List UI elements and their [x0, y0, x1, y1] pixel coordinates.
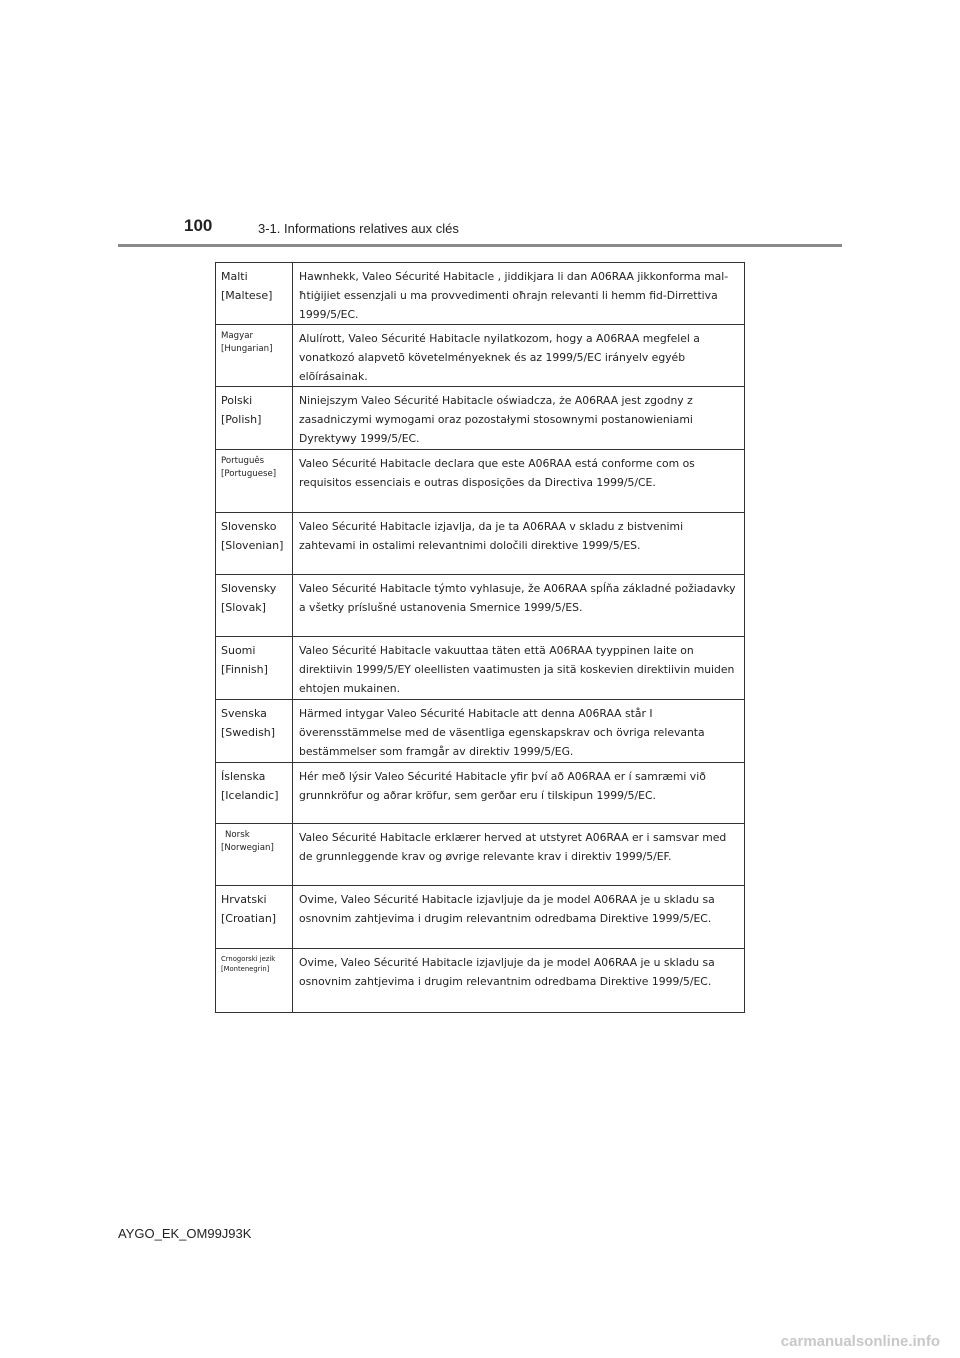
language-name: Crnogorski jezik [221, 955, 276, 963]
language-cell [216, 763, 293, 824]
language-name: Slovensky [221, 582, 277, 595]
declaration-text: Valeo Sécurité Habitacle erklærer herved at utstyret A06RAA er i samsvar med de grunnleggende krav og øvrige relevante krav i direktiv 1999/5/EF. [293, 824, 745, 886]
language-cell [216, 575, 293, 637]
header-divider [118, 244, 842, 247]
language-name: Svenska [221, 707, 267, 720]
declaration-table [215, 262, 745, 1013]
watermark: carmanualsonline.info [780, 1333, 940, 1350]
table-row [216, 263, 745, 325]
language-cell [216, 325, 293, 387]
table-row [216, 700, 745, 763]
language-name: Magyar [221, 331, 254, 341]
section-title: 3-1. Informations relatives aux clés [258, 221, 459, 236]
language-cell [216, 263, 293, 325]
declaration-text: Ovime, Valeo Sécurité Habitacle izjavljuje da je model A06RAA je u skladu sa osnovnim zahtjevima i drugim relevantnim odredbama Direktive 1999/5/EC. [293, 886, 745, 949]
language-english-name: [Icelandic] [221, 789, 279, 802]
declaration-text: Hér með lýsir Valeo Sécurité Habitacle yfir því að A06RAA er í samræmi við grunnkröfur og aðrar kröfur, sem gerðar eru í tilskipun 1999/5/EC. [293, 763, 745, 824]
declaration-text: Valeo Sécurité Habitacle týmto vyhlasuje, že A06RAA spĺňa základné požiadavky a všetky príslušné ustanovenia Smernice 1999/5/ES. [293, 575, 745, 637]
language-name: Suomi [221, 644, 256, 657]
table-row [216, 450, 745, 513]
language-name: Malti [221, 270, 248, 283]
declaration-text: Niniejszym Valeo Sécurité Habitacle oświadcza, że A06RAA jest zgodny z zasadniczymi wymogami oraz pozostałymi stosownymi postanowieniami Dyrektywy 1999/5/EC. [293, 387, 745, 450]
table-row [216, 513, 745, 575]
language-cell [216, 824, 293, 886]
language-english-name: [Slovak] [221, 601, 266, 614]
declaration-text: Valeo Sécurité Habitacle izjavlja, da je ta A06RAA v skladu z bistvenimi zahtevami in ostalimi relevantnimi določili direktive 1999/5/ES. [293, 513, 745, 575]
table-row [216, 763, 745, 824]
language-cell [216, 387, 293, 450]
declaration-text: Valeo Sécurité Habitacle declara que este A06RAA está conforme com os requisitos essenciais e outras disposições da Directiva 1999/5/CE. [293, 450, 745, 513]
language-english-name: [Slovenian] [221, 539, 284, 552]
language-english-name: [Montenegrin] [221, 965, 270, 973]
language-cell [216, 886, 293, 949]
language-name: Slovensko [221, 520, 277, 533]
language-english-name: [Croatian] [221, 912, 277, 925]
language-cell [216, 637, 293, 700]
language-english-name: [Maltese] [221, 289, 273, 302]
language-english-name: [Norwegian] [221, 843, 274, 853]
language-english-name: [Polish] [221, 413, 262, 426]
declaration-text: Härmed intygar Valeo Sécurité Habitacle att denna A06RAA står I överensstämmelse med de väsentliga egenskapskrav och övriga relevanta bestämmelser som framgår av direktiv 1999/5/EG. [293, 700, 745, 763]
language-cell [216, 450, 293, 513]
language-name: Hrvatski [221, 893, 267, 906]
table-row [216, 886, 745, 949]
page-number: 100 [184, 216, 213, 235]
declaration-text: Valeo Sécurité Habitacle vakuuttaa täten että A06RAA tyyppinen laite on direktiivin 1999/5/EY oleellisten vaatimusten ja sitä koskevien direktiivin muiden ehtojen mukainen. [293, 637, 745, 700]
language-cell [216, 700, 293, 763]
declaration-text: Alulírott, Valeo Sécurité Habitacle nyilatkozom, hogy a A06RAA megfelel a vonatkozó alapvetõ követelményeknek és az 1999/5/EC irányelv egyéb elõírásainak. [293, 325, 745, 387]
language-english-name: [Portuguese] [221, 469, 277, 479]
table-row [216, 949, 745, 1013]
table-row [216, 824, 745, 886]
table-row [216, 387, 745, 450]
declaration-text: Hawnhekk, Valeo Sécurité Habitacle , jiddikjara li dan A06RAA jikkonforma mal-ħtiġijiet essenzjali u ma provvedimenti oħrajn relevanti li hemm fid-Dirrettiva 1999/5/EC. [293, 263, 745, 325]
language-english-name: [Swedish] [221, 726, 276, 739]
language-name: Português [221, 456, 265, 466]
language-name: Norsk [225, 830, 250, 840]
declaration-text: Ovime, Valeo Sécurité Habitacle izjavljuje da je model A06RAA je u skladu sa osnovnim zahtjevima i drugim relevantnim odredbama Direktive 1999/5/EC. [293, 949, 745, 1013]
language-english-name: [Finnish] [221, 663, 268, 676]
table-row [216, 325, 745, 387]
language-cell [216, 513, 293, 575]
language-cell [216, 949, 293, 1013]
table-row [216, 575, 745, 637]
language-english-name: [Hungarian] [221, 344, 273, 354]
table-row [216, 637, 745, 700]
language-name: Polski [221, 394, 253, 407]
language-name: Íslenska [221, 770, 266, 783]
document-code: AYGO_EK_OM99J93K [118, 1226, 252, 1241]
